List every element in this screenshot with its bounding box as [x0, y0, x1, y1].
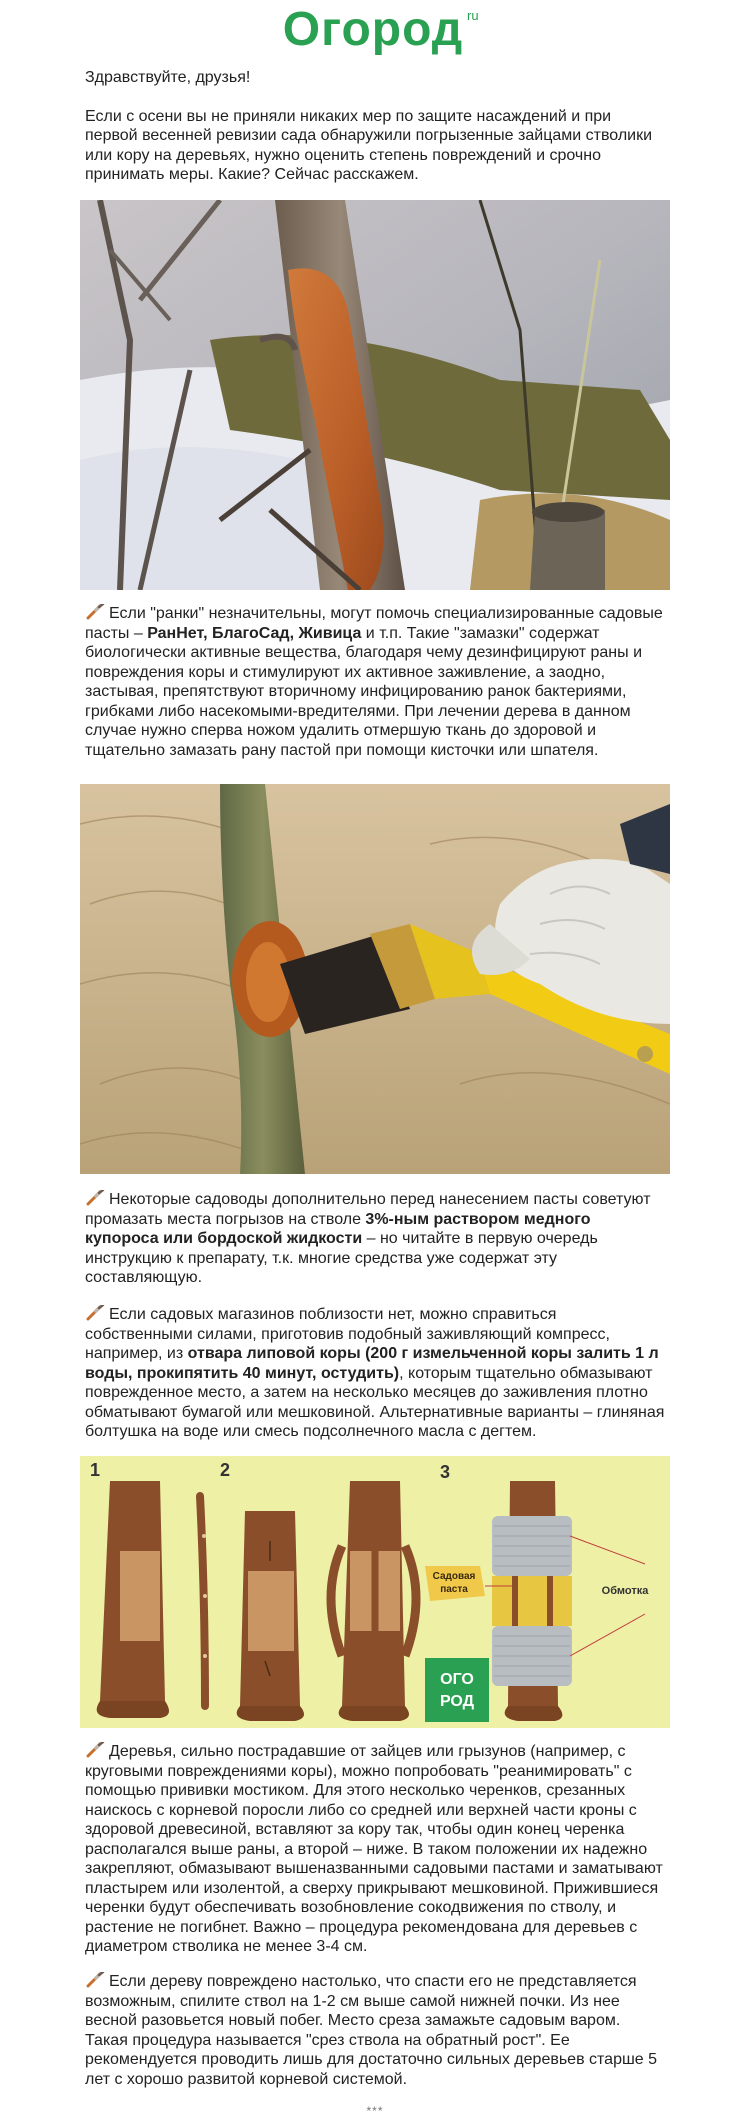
- badge-text-2: РОД: [439, 1693, 475, 1710]
- paragraph-cut-back-text: Если дереву повреждено настолько, что спасти его не представляется возможным, спилите ствол на 1-2 см выше самой нижней почки. Из нее весной разовьется новый побег. Место среза замажьте садовым варом. Такая процедура называется "срез ствола на обратный рост". Ее рекомендуется проводить лишь для достаточно сильных деревьев старше 5 лет с хорошо развитой корневой системой.: [85, 1973, 658, 2088]
- paragraph-copper: [85, 1190, 665, 1288]
- paragraph-bridge-graft: [85, 1742, 665, 1957]
- diagram-step-1: 1: [90, 1460, 101, 1480]
- intro-block: [85, 68, 665, 185]
- paragraph-compress: [85, 1305, 665, 1442]
- paragraph-compress-text-c: , которым тщательно обмазывают поврежденное место, а затем на несколько месяцев до заживления плотно обматывают бумагой или мешковиной. Альтернативные варианты – глиняная болтушка на воде или смесь подсолнечного масла с дегтем.: [85, 1364, 665, 1440]
- paragraph-compress-bold: отвара липовой коры (200 г измельченной коры залить 1 л воды, прокипятить 40 минут, остудить): [85, 1345, 659, 1382]
- paragraph-paste-text-c: и т.п. Такие "замазки" содержат биологически активные вещества, благодаря чему дезинфицируют раны и повреждения коры и стимулируют их активное заживление, а заодно, застывая, препятствуют вторичному инфицированию ранок бактериями, грибками либо насекомыми-вредителями. При лечении дерева в данном случае нужно сперва ножом удалить отмершую ткань до здоровой и тщательно замазать рану пастой при помощи кисточки или шпателя.: [85, 624, 642, 759]
- diagram-wrap-label: Обмотка: [601, 1585, 649, 1597]
- diagram-paste-text-2: паста: [440, 1584, 468, 1595]
- paragraph-cut-back: [85, 1972, 665, 2089]
- diagram-paste-label: [425, 1566, 485, 1601]
- paragraph-bridge-graft-text: Деревья, сильно пострадавшие от зайцев или грызунов (например, с круговыми повреждениями коры), можно попробовать "реанимировать" с помощью прививки мостиком. Для этого несколько черенков, срезанных наискось с корневой поросли либо со средней или верхней части кроны с здоровой древесиной, вставляют за кору так, чтобы один конец черенка располагался выше раны, а второй – ниже. В таком положении их надежно закрепляют, обмазывают вышеназванными садовыми пастами и заматывают пластырем или изолентой, а сверху прикрывают мешковиной. Прижившиеся черенки будут обеспечивать возобновление сокодвижения по стволу, и растение не погибнет. Важно – процедура рекомендована для деревьев с диаметром стволика не менее 3-4 см.: [85, 1743, 663, 1955]
- paintbrush-icon: [85, 1190, 105, 1206]
- greeting: Здравствуйте, друзья!: [85, 69, 251, 86]
- diagram-paste-text-1: Садовая: [432, 1571, 476, 1582]
- paragraph-paste-text-a: Если "ранки" незначительны, могут помочь специализированные садовые пасты –: [85, 605, 663, 642]
- photo-gnawed-trunk: [80, 200, 670, 590]
- paintbrush-icon: [85, 1742, 105, 1758]
- paragraph-compress-text-a: Если садовых магазинов поблизости нет, можно справиться собственными силами, приготовив подобный заживляющий компресс, например, из: [85, 1306, 610, 1362]
- logo-text: Огород: [282, 3, 464, 56]
- diagram-step-3: 3: [440, 1462, 451, 1482]
- paintbrush-icon: [85, 604, 105, 620]
- diagram-trunk-cut: [237, 1511, 304, 1721]
- paragraph-paste: [85, 604, 665, 760]
- diagram-bridge-grafting: [80, 1456, 670, 1728]
- diagram-ogorod-badge: [425, 1658, 489, 1722]
- separator: ***: [366, 2104, 384, 2118]
- paintbrush-icon: [85, 1305, 105, 1321]
- paragraph-copper-bold: 3%-ным раствором медного купороса или бордоской жидкости: [85, 1210, 591, 1247]
- intro-paragraph: Если с осени вы не приняли никаких мер по защите насаждений и при первой весенней ревизии сада обнаружили погрызенные зайцами стволики или кору на деревьях, нужно оценить степень повреждений и срочно принимать меры. Какие? Сейчас расскажем.: [85, 107, 653, 183]
- ogorod-logo[interactable]: [0, 0, 750, 62]
- paragraph-paste-bold: РанНет, БлагоСад, Живица: [147, 624, 362, 642]
- diagram-step-2: 2: [220, 1460, 231, 1480]
- badge-text-1: ОГО: [440, 1671, 474, 1688]
- paintbrush-icon: [85, 1972, 105, 1988]
- paragraph-copper-text-a: Некоторые садоводы дополнительно перед нанесением пасты советуют промазать места погрызов на стволе: [85, 1191, 651, 1228]
- logo-superscript: ru: [467, 8, 479, 23]
- diagram-trunk-wrapped: [492, 1481, 572, 1721]
- paragraph-copper-text-c: – но читайте в первую очередь инструкцию к препарату, т.к. многие средства уже содержат эту составляющую.: [85, 1230, 598, 1286]
- photo-applying-paste: [80, 784, 670, 1174]
